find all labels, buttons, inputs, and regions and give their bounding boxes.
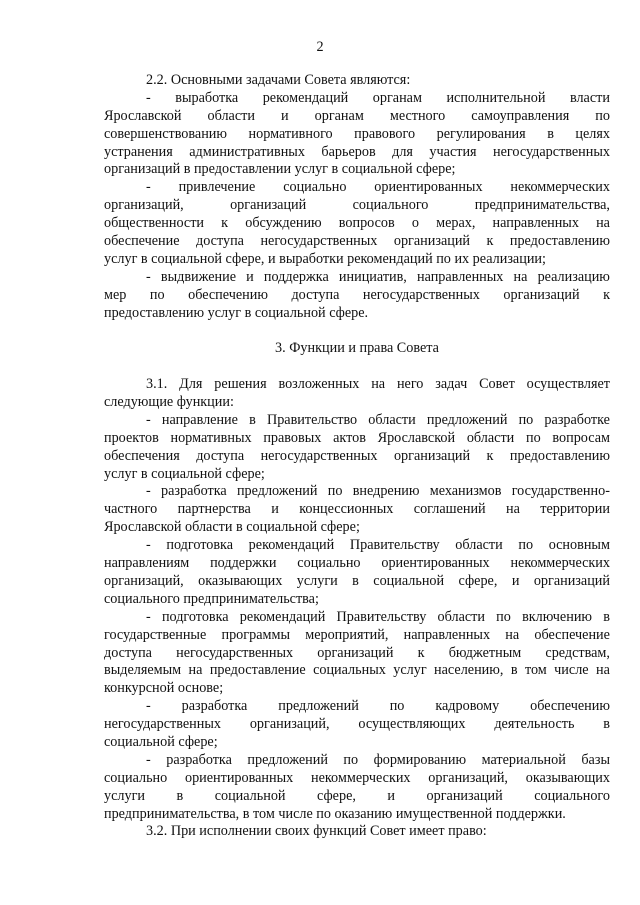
word: соглашений xyxy=(413,501,486,518)
word: кадровому xyxy=(435,698,500,715)
word: Совет xyxy=(479,376,515,393)
word: оказывающих xyxy=(198,572,283,589)
word: в xyxy=(603,716,610,733)
word: него xyxy=(396,376,424,393)
text-line xyxy=(104,144,610,162)
word: социального xyxy=(352,197,429,214)
word: включению xyxy=(522,608,593,625)
text-line xyxy=(104,233,610,251)
word: формированию xyxy=(373,751,467,768)
text-line xyxy=(104,770,610,788)
word: внедрению xyxy=(352,483,420,500)
word: предоставлению xyxy=(509,233,610,250)
word: и xyxy=(246,268,254,285)
text-line xyxy=(104,197,610,215)
word: мероприятий, xyxy=(305,626,389,643)
word: предложений xyxy=(426,411,508,428)
body-text xyxy=(104,72,610,841)
word: на xyxy=(505,626,520,643)
word: обеспечения xyxy=(104,447,180,464)
text-line xyxy=(104,662,610,680)
text-line xyxy=(104,716,610,734)
word: по xyxy=(327,483,343,500)
word: том xyxy=(524,662,547,679)
word: деятельность xyxy=(494,716,575,733)
word: предоставление xyxy=(209,662,306,679)
word: по xyxy=(389,698,405,715)
word: органам xyxy=(314,107,364,124)
word: организаций, xyxy=(249,716,330,733)
word: - xyxy=(146,89,151,106)
word: власти xyxy=(569,89,610,106)
text-line: организаций в предоставлении услуг в социальной сфере; xyxy=(104,161,456,178)
word: Правительству xyxy=(336,608,427,625)
text-line: предоставлению услуг в социальной сфере. xyxy=(104,304,369,321)
word: поддержки xyxy=(210,555,277,572)
word: доступа xyxy=(196,233,244,250)
text-line xyxy=(104,788,610,806)
text-line xyxy=(104,483,610,501)
word: разработка xyxy=(181,698,248,715)
word: по xyxy=(595,107,610,124)
word: социального xyxy=(534,787,610,804)
word: партнерства xyxy=(177,501,251,518)
word: материальной xyxy=(481,751,566,768)
word: возложенных xyxy=(278,376,360,393)
word: нормативного xyxy=(248,125,333,142)
word: исполнительной xyxy=(446,89,546,106)
word: социальной xyxy=(373,572,445,589)
word: в xyxy=(249,411,256,428)
word: разработке xyxy=(544,411,610,428)
word: подготовка xyxy=(166,537,234,554)
word: социальной xyxy=(214,787,286,804)
word: в xyxy=(352,572,359,589)
word: направлениям xyxy=(104,555,190,572)
text-line xyxy=(104,573,610,591)
word: негосударственных xyxy=(493,143,610,160)
word: доступа xyxy=(104,644,152,661)
word: для xyxy=(392,143,413,160)
word: и xyxy=(511,572,520,589)
word: направление xyxy=(161,411,238,428)
word: концессионных xyxy=(299,501,394,518)
word: поддержка xyxy=(263,268,329,285)
text-line xyxy=(104,215,610,233)
word: - xyxy=(146,268,151,285)
word: Правительству xyxy=(349,537,440,554)
word: социально xyxy=(104,769,168,786)
word: основным xyxy=(548,537,610,554)
word: правовых xyxy=(263,429,322,446)
word: в xyxy=(510,662,518,679)
word: организаций xyxy=(393,447,471,464)
text-line: 2.2. Основными задачами Совета являются: xyxy=(146,72,411,88)
text-line xyxy=(104,108,610,126)
word: обеспечение xyxy=(104,233,180,250)
word: государственно- xyxy=(511,483,610,500)
word: направленных xyxy=(492,215,579,232)
word: области xyxy=(455,537,503,554)
word: области xyxy=(368,411,416,428)
word: к xyxy=(221,215,229,232)
text-line xyxy=(104,627,610,645)
word: организаций xyxy=(503,286,580,303)
word: рекомендаций xyxy=(248,537,335,554)
word: по xyxy=(149,286,165,303)
word: доступа xyxy=(196,447,245,464)
text-line xyxy=(104,376,610,394)
text-line xyxy=(104,412,610,430)
word: негосударственных xyxy=(362,286,480,303)
text-line xyxy=(104,179,610,197)
text-line xyxy=(104,448,610,466)
word: участия xyxy=(429,143,477,160)
word: к xyxy=(486,447,494,464)
word: общественности xyxy=(104,215,205,232)
word: решения xyxy=(214,376,267,393)
word: по xyxy=(496,608,511,625)
word: организаций xyxy=(393,233,471,250)
word: осуществляет xyxy=(526,376,610,393)
text-line xyxy=(104,287,610,305)
word: ориентированных xyxy=(374,179,483,196)
text-line xyxy=(104,698,610,716)
word: в xyxy=(547,125,554,142)
word: на xyxy=(513,268,528,285)
word: социально xyxy=(297,555,361,572)
word: организаций, xyxy=(104,197,184,214)
word: по xyxy=(343,751,359,768)
word: на xyxy=(595,662,610,679)
word: обсуждению xyxy=(245,215,322,232)
word: - xyxy=(146,411,151,428)
word: самоуправления xyxy=(471,107,570,124)
word: выдвижение xyxy=(160,268,237,285)
word: предложений xyxy=(278,698,359,715)
text-line: социальной сфере; xyxy=(104,733,218,750)
word: негосударственных xyxy=(104,716,221,733)
word: бюджетным xyxy=(448,644,522,661)
text-line: предпринимательства, в том числе по оказанию имущественной поддержки. xyxy=(104,805,566,822)
word: - xyxy=(146,698,151,715)
word: по xyxy=(518,411,534,428)
word: негосударственных xyxy=(176,644,294,661)
word: - xyxy=(146,179,151,196)
word: услуги xyxy=(104,787,145,804)
word: - xyxy=(146,483,151,500)
text-line xyxy=(104,90,610,108)
word: разработка xyxy=(166,751,232,768)
word: негосударственных xyxy=(260,447,378,464)
word: государственные xyxy=(104,626,207,643)
word: проектов xyxy=(104,429,159,446)
word: услуги xyxy=(296,572,338,589)
word: по xyxy=(525,429,541,446)
word: обеспечению xyxy=(530,698,610,715)
word: - xyxy=(146,608,151,625)
word: некоммерческих xyxy=(510,179,610,196)
word: и xyxy=(387,787,396,804)
section-heading: 3. Функции и права Совета xyxy=(275,340,439,357)
word: разработка xyxy=(161,483,227,500)
text-line xyxy=(104,126,610,144)
word: некоммерческих xyxy=(510,555,610,572)
word: реализацию xyxy=(537,268,610,285)
word: организаций xyxy=(317,644,394,661)
word: вопросам xyxy=(552,429,610,446)
word: области xyxy=(207,107,255,124)
word: мерах, xyxy=(436,215,476,232)
word: и xyxy=(280,107,289,124)
word: ориентированных xyxy=(381,555,490,572)
word: в xyxy=(176,787,184,804)
word: социальных xyxy=(313,662,386,679)
word: направленных xyxy=(403,626,491,643)
page-number: 2 xyxy=(316,39,324,55)
word: Правительство xyxy=(266,411,358,428)
word: механизмов xyxy=(429,483,502,500)
word: рекомендаций xyxy=(262,89,349,106)
word: задач xyxy=(435,376,468,393)
word: Ярославской xyxy=(377,429,456,446)
word: доступа xyxy=(291,286,340,303)
word: барьеров xyxy=(321,143,376,160)
word: предоставлению xyxy=(509,447,610,464)
word: и xyxy=(271,501,279,518)
word: правового xyxy=(354,125,416,142)
word: регулирования xyxy=(436,125,526,142)
word: на xyxy=(188,662,203,679)
word: вопросов xyxy=(338,215,395,232)
text-line xyxy=(104,358,610,376)
text-line: услуг в социальной сфере; xyxy=(104,465,265,482)
word: актов xyxy=(333,429,366,446)
word: к xyxy=(417,644,425,661)
text-line: социального предпринимательства; xyxy=(104,590,319,607)
text-line xyxy=(104,269,610,287)
word: выделяемым xyxy=(104,662,182,679)
word: к xyxy=(603,286,610,303)
word: сфере, xyxy=(317,787,356,804)
word: по xyxy=(518,537,534,554)
word: социально xyxy=(283,179,347,196)
word: организаций, xyxy=(104,572,184,589)
word: целях xyxy=(575,125,610,142)
word: административных xyxy=(189,143,305,160)
text-line xyxy=(104,537,610,555)
text-line: следующие функции: xyxy=(104,394,234,411)
word: обеспечению xyxy=(188,286,268,303)
word: ориентированных xyxy=(184,769,294,786)
word: области xyxy=(466,429,515,446)
word: средствам, xyxy=(545,644,610,661)
word: Для xyxy=(179,376,203,393)
text-line xyxy=(104,322,610,340)
word: организаций xyxy=(230,197,307,214)
word: инициатив, xyxy=(338,268,407,285)
word: устранения xyxy=(104,143,173,160)
word: выработка xyxy=(175,89,239,106)
text-line: Ярославской области в социальной сфере; xyxy=(104,519,360,536)
word: некоммерческих xyxy=(310,769,411,786)
word: на xyxy=(371,376,386,393)
word: мер xyxy=(104,286,127,303)
word: предложений xyxy=(247,751,328,768)
word: к xyxy=(486,233,494,250)
word: предложений xyxy=(236,483,318,500)
word: на xyxy=(596,215,610,232)
word: программы xyxy=(221,626,290,643)
word: - xyxy=(146,537,151,554)
text-line xyxy=(104,555,610,573)
word: подготовка xyxy=(161,608,229,625)
word: организаций xyxy=(426,787,503,804)
word: услуг xyxy=(393,662,427,679)
word: организаций, xyxy=(428,769,508,786)
word: органам xyxy=(372,89,422,106)
word: местного xyxy=(389,107,446,124)
word: базы xyxy=(581,751,610,768)
text-line xyxy=(104,609,610,627)
word: населению, xyxy=(434,662,504,679)
word: на xyxy=(506,501,520,518)
word: рекомендаций xyxy=(239,608,326,625)
text-line xyxy=(104,430,610,448)
word: обеспечение xyxy=(534,626,610,643)
word: частного xyxy=(104,501,158,518)
word: 3.1. xyxy=(146,376,168,393)
text-line: 3.2. При исполнении своих функций Совет имеет право: xyxy=(146,823,487,840)
word: территории xyxy=(540,501,610,518)
word: осуществляющих xyxy=(358,716,466,733)
word: оказывающих xyxy=(525,769,610,786)
word: о xyxy=(411,215,419,232)
word: совершенствованию xyxy=(104,125,227,142)
word: направленных xyxy=(417,268,504,285)
word: сфере, xyxy=(458,572,498,589)
text-line xyxy=(104,501,610,519)
word: числе xyxy=(554,662,589,679)
text-line xyxy=(104,752,610,770)
text-line xyxy=(104,645,610,663)
word: привлечение xyxy=(178,179,256,196)
word: области xyxy=(437,608,485,625)
word: нормативных xyxy=(170,429,252,446)
word: предпринимательства, xyxy=(474,197,610,214)
word: в xyxy=(603,608,610,625)
word: - xyxy=(146,751,151,768)
word: негосударственных xyxy=(260,233,378,250)
word: организаций xyxy=(533,572,610,589)
text-line: конкурсной основе; xyxy=(104,680,224,697)
word: Ярославской xyxy=(104,107,182,124)
text-line: услуг в социальной сфере, и выработки рекомендаций по их реализации; xyxy=(104,250,546,267)
